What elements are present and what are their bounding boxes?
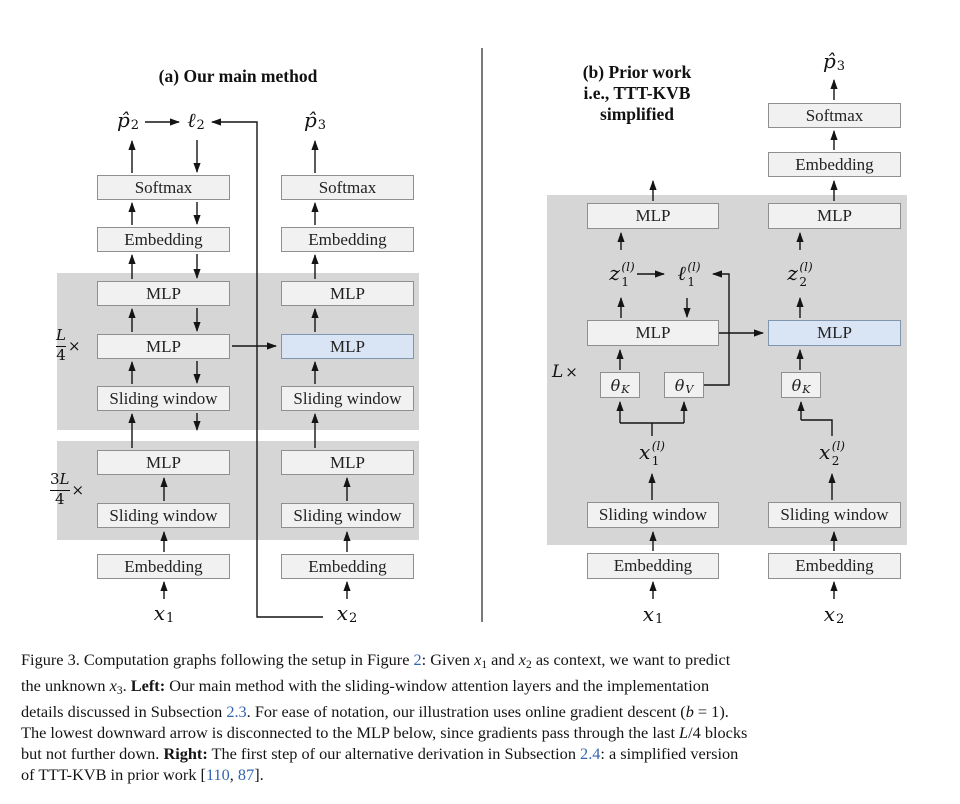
mlp-box-a2-1: MLP [281,281,414,306]
label-x2-a: x 2 [336,601,358,626]
embedding-box-a2-top: Embedding [281,227,414,252]
caption-reference-link[interactable]: 2 [413,650,422,669]
caption-text: 1 [481,659,488,671]
label-loss1-l: ℓ (l) 1 [677,259,701,289]
caption-text: : a simplified version [600,743,739,763]
mlp-box-b1-inner: MLP [587,320,719,346]
caption-text: the unknown [21,675,110,695]
mlp-box-a1-1: MLP [97,281,230,306]
theta-v-box-b1: θ V [664,372,704,398]
repeat-count-L: L × [552,362,578,382]
caption-text: /4 blocks [688,722,748,742]
caption-text: 3 [116,684,123,697]
caption-text: ]. [254,764,264,784]
caption-reference-link[interactable]: 2.4 [580,743,601,763]
softmax-box-a1: Softmax [97,175,230,200]
label-p-hat-3: p̂ 3 [303,108,327,133]
caption-text: L [679,722,689,742]
caption-text: : Given [421,650,475,669]
caption-text: x [518,650,526,669]
mlp-box-b1-top: MLP [587,203,719,229]
embedding-box-a1-bottom: Embedding [97,554,230,579]
caption-text: Right: [163,743,208,763]
caption-text: The first step of our alternative derivation in Subsection [207,743,581,763]
sliding-window-box-a1-1: Sliding window [97,386,230,411]
caption-text: x [109,675,117,695]
panel-b-title-line1: (b) Prior work [582,62,692,82]
theta-k-box-b2: θ K [781,372,821,398]
caption-text: The lowest downward arrow is disconnected to the MLP below, since gradients pass through the last [21,722,680,742]
caption-text: x [474,650,482,669]
caption-text: . [122,675,131,695]
embedding-box-a1-top: Embedding [97,227,230,252]
mlp-box-a2-highlighted: MLP [281,334,414,359]
mlp-box-a1-2: MLP [97,334,230,359]
caption-text: as context, we want to predict [531,650,731,669]
softmax-box-b: Softmax [768,103,901,128]
label-z2-l: z (l) 2 [787,259,813,289]
caption-text: = 1). [693,701,729,721]
label-x1-b: x 1 [642,602,664,627]
caption-text: details discussed in Subsection [21,701,227,721]
label-p-hat-3-b: p̂ 3 [822,49,846,74]
panel-b-title [532,62,742,125]
repeat-count-L-over-4: $\frac{L}{4}$ × [56,326,81,364]
mlp-box-a2-3: MLP [281,450,414,475]
embedding-box-b-top: Embedding [768,152,901,177]
figure-caption [21,650,946,785]
caption-text: Left: [130,675,166,695]
panel-b-title-line2: i.e., TTT-KVB [583,83,691,103]
caption-text: , [229,764,238,784]
caption-text: Figure 3. Computation graphs following the setup in Figure [21,650,414,669]
caption-text: but not further down. [21,743,164,763]
caption-text: b [685,701,694,721]
sliding-window-box-a2-2: Sliding window [281,503,414,528]
mlp-box-a1-3: MLP [97,450,230,475]
label-z1-l: z (l) 1 [609,259,635,289]
panel-a-title: (a) Our main method [158,66,318,86]
label-loss-2: ℓ 2 [187,107,205,133]
label-x2-l: x (l) 2 [819,438,845,468]
softmax-box-a2: Softmax [281,175,414,200]
caption-text: and [487,650,519,669]
sliding-window-box-b2: Sliding window [768,502,901,528]
caption-text: of TTT-KVB in prior work [ [21,764,206,784]
sliding-window-box-a1-2: Sliding window [97,503,230,528]
embedding-box-a2-bottom: Embedding [281,554,414,579]
caption-text: . For ease of notation, our illustration uses online gradient descent ( [246,701,686,721]
repeat-count-3L-over-4: $\frac{3L}{4}$ × [50,470,85,508]
mlp-box-b2-highlighted: MLP [768,320,901,346]
embedding-box-b2-bottom: Embedding [768,553,901,579]
label-x2-b: x 2 [823,602,845,627]
mlp-box-b2-top: MLP [768,203,901,229]
caption-reference-link[interactable]: 2.3 [226,701,247,721]
sliding-window-box-b1: Sliding window [587,502,719,528]
sliding-window-box-a2-1: Sliding window [281,386,414,411]
embedding-box-b1-bottom: Embedding [587,553,719,579]
caption-text: Our main method with the sliding-window attention layers and the implementation [165,675,710,695]
panel-b-title-line3: simplified [600,104,674,124]
caption-reference-link[interactable]: 110 [205,764,230,784]
label-x1-a: x 1 [153,601,175,626]
theta-k-box-b1: θ K [600,372,640,398]
caption-reference-link[interactable]: 87 [237,764,255,784]
caption-text: 2 [526,659,532,671]
label-p-hat-2: p̂ 2 [116,108,140,133]
label-x1-l: x (l) 1 [639,438,665,468]
